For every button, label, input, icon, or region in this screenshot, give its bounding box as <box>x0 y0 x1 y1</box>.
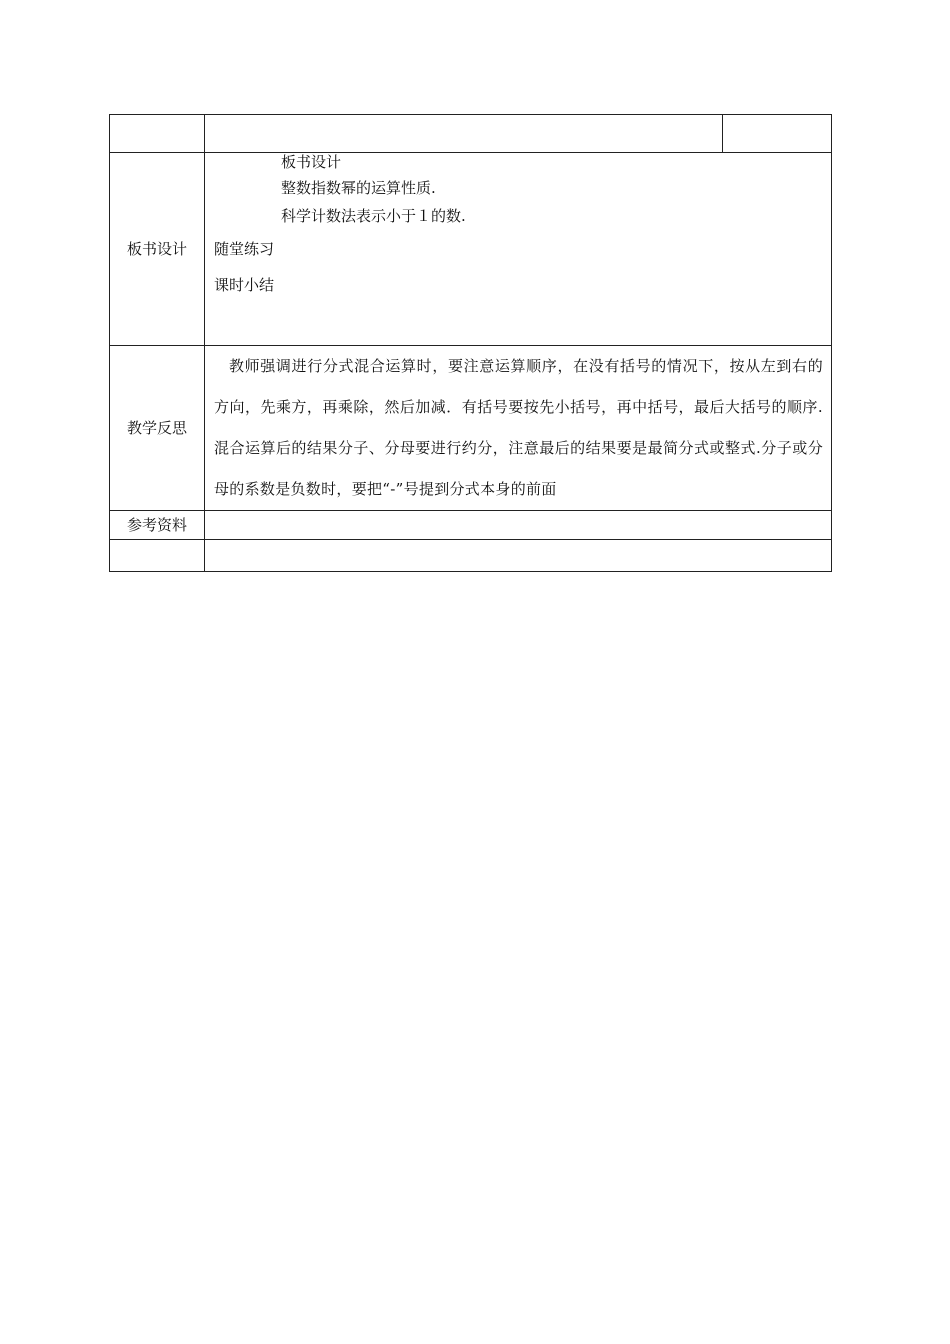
teaching-reflection-content <box>205 346 832 511</box>
table-row-empty <box>110 540 832 572</box>
table-row-references <box>110 511 832 540</box>
references-label: 参考资料 <box>110 511 205 540</box>
board-design-label: 板书设计 <box>110 153 205 346</box>
table-row-board-design <box>110 153 832 346</box>
board-design-line: 整数指数幂的运算性质. <box>281 179 436 197</box>
board-design-line: 随堂练习 <box>214 240 275 258</box>
references-content <box>205 511 832 540</box>
empty-cell <box>723 115 832 153</box>
lesson-plan-table <box>109 114 832 572</box>
teaching-reflection-text: 教师强调进行分式混合运算时，要注意运算顺序，在没有括号的情况下，按从左到右的方向，先乘方，再乘除，然后加减．有括号要按先小括号，再中括号，最后大括号的顺序.混合运算后的结果分子、分母要进行约分，注意最后的结果要是最简分式或整式.分子或分母的系数是负数时，要把“-”号提到分式本身的前面 <box>214 357 823 498</box>
board-design-line: 科学计数法表示小于１的数. <box>281 207 466 225</box>
empty-cell <box>110 115 205 153</box>
empty-cell <box>205 540 832 572</box>
teaching-reflection-label: 教学反思 <box>110 346 205 511</box>
table-row-header <box>110 115 832 153</box>
board-design-heading: 板书设计 <box>281 153 342 171</box>
table-row-teaching-reflection <box>110 346 832 511</box>
empty-cell <box>110 540 205 572</box>
board-design-line: 课时小结 <box>214 276 275 294</box>
empty-cell <box>205 115 723 153</box>
board-design-content <box>205 153 832 346</box>
